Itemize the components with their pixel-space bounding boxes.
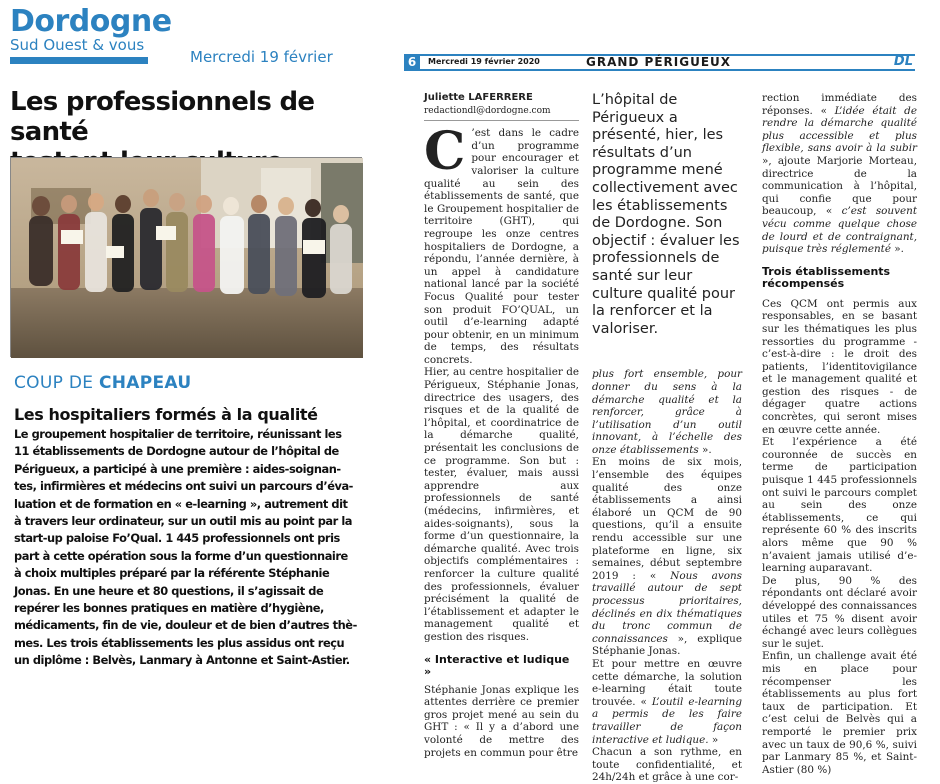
summary-text — [14, 426, 364, 670]
summary-line: à choix multiples préparé par la référente Stéphanie — [14, 566, 330, 581]
author-email: redactiondl@dordogne.com — [424, 105, 579, 122]
author-byline: Juliette LAFERRERE — [424, 92, 533, 103]
section-kicker — [14, 373, 191, 393]
drop-cap: C — [424, 121, 466, 183]
summary-line: repérer les bonnes pratiques en matière d’hygiène, — [14, 601, 324, 616]
article-column-1 — [424, 92, 579, 759]
quote-italic: plus fort ensemble, pour donner du sens à la démarche qualité et la renforcer, grâce à l’utilisation d’un outil innovant, à l’échelle des onze établissements — [592, 368, 742, 456]
article-paragraph — [592, 456, 742, 658]
logo-subtitle: Sud Ouest & vous — [10, 36, 145, 54]
article-paragraph — [762, 92, 917, 256]
article-paragraph: Stéphanie Jonas explique les attentes derrière ce premier gros projet mené au sein du GHT : « Il y a d’abord une volonté de mettre des projets en commun pour être — [424, 683, 579, 759]
paragraph-text: », explique Stéphanie Jonas. — [592, 632, 742, 658]
article-paragraph: Enfin, un challenge avait été mis en place pour récompenser les établissements au plus fort taux de participation. Et c’est celui de Belvès qui a remporté le premier prix avec un taux de 90,6 %, suivi par Lanmary 85 %, et Saint-Astier (80 %) — [762, 650, 917, 776]
article-paragraph — [592, 368, 742, 456]
page-header — [404, 54, 915, 71]
paragraph-text: ». — [890, 243, 904, 256]
summary-heading: Les hospitaliers formés à la qualité — [14, 405, 318, 424]
kicker-emphasis: CHAPEAU — [98, 373, 192, 393]
summary-line: 11 établissements de Dordogne autour de l’hôpital de — [14, 444, 339, 459]
article-paragraph: Ces QCM ont permis aux responsables, en se basant sur les thématiques les plus ressorties du programme - c’est-à-dire : le droit des patients, l’identitovigilance et le management qualité et gestion des risques - de dégager quatre actions concrètes, qui seront mises en œuvre cette année. — [762, 297, 917, 436]
summary-line: à travers leur ordinateur, sur un outil mis au point par la — [14, 514, 353, 529]
summary-line: Jonas. En une heure et 80 questions, il s’agissait de — [14, 583, 324, 598]
article-paragraph: De plus, 90 % des répondants ont déclaré avoir développé des connaissances utiles et 75 % disent avoir échangé avec leurs collègues sur le sujet. — [762, 574, 917, 650]
summary-line: un diplôme : Belvès, Lanmary à Antonne et Saint-Astier. — [14, 653, 350, 668]
headline-line-1: Les professionnels de santé — [10, 87, 315, 147]
article-column-3 — [762, 92, 917, 776]
paragraph-text: En moins de six mois, l’ensemble des équipes qualité des onze établissements a ainsi élaboré un QCM de 90 questions, qu’il a ensuite rendu accessible sur une plateforme en ligne, six semaines, début septembre 2019 : « — [592, 456, 742, 582]
article-paragraph — [424, 121, 579, 366]
quote-italic: L’outil e-learning a permis de les faire travailler de façon interactive et ludique. — [592, 695, 742, 746]
summary-line: médicaments, fin de vie, douleur et de bien d’autres thè- — [14, 618, 357, 633]
paragraph-text: », ajoute Marjorie Morteau, directrice de la communication à l’hôpital, qui confie que pour beaucoup, « — [762, 154, 917, 218]
group-photo-image — [11, 158, 363, 358]
page-number: 6 — [404, 54, 420, 71]
summary-line: Le groupement hospitalier de territoire, réunissant les — [14, 427, 342, 441]
article-paragraph: Chacun a son rythme, en toute confidentialité, et 24h/24h et grâce à une cor- — [592, 746, 742, 784]
brand-mark: DL — [893, 54, 913, 69]
logo-underline — [10, 57, 148, 64]
quote-italic: L’idée était de rendre la démarche qualité plus accessible et plus flexible, sans avoir à la subir — [762, 104, 917, 155]
summary-line: mes. Les trois établissements les plus assidus ont reçu — [14, 635, 345, 650]
publication-date: Mercredi 19 février — [190, 48, 333, 66]
summary-line: tes, infirmières et médecins ont suivi un parcours d’éva- — [14, 479, 353, 494]
group-photo — [10, 157, 362, 357]
article-column-2-body — [592, 368, 742, 784]
interheading-1: « Interactive et ludique » — [424, 652, 570, 678]
kicker-prefix: COUP DE — [14, 373, 99, 393]
article-paragraph: Et l’expérience a été couronnée de succès en terme de participation puisque 1 445 professionnels ont suivi le parcours complet au sein des onze établissements, ce qui représente 60 % des inscrits alors même que 90 % n’avaient jamais utilisé d’e-learning auparavant. — [762, 436, 917, 575]
section-title: GRAND PÉRIGUEUX — [586, 55, 732, 69]
summary-line: start-up paloise Fo’Qual. 1 445 professionnels ont pris — [14, 531, 340, 546]
article-lede: L’hôpital de Périgueux a présenté, hier, les résultats d’un programme mené collectivement avec les établissements de Dordogne. Son objectif : évaluer les professionnels de santé sur leur culture qualité pour la renforcer et la valoriser. — [592, 92, 740, 337]
article-column-2 — [592, 92, 742, 784]
paragraph-text: rection immédiate des réponses. « — [762, 92, 917, 117]
quote-italic: c’est souvent vécu comme quelque chose de lourd et de contraignant, puisque très réglementé — [762, 205, 917, 256]
paragraph-text: ’est dans le cadre d’un programme pour encourager et valoriser la culture qualité au sein des établissements de santé, que le Groupement hospitalier de territoire (GHT), qui regroupe les onze centres hospitaliers de Dordogne, a répondu, l’année dernière, à un appel à candidature national lancé par la société Focus Qualité pour tester son produit FO’QUAL, un outil d’e-learning adapté pour obtenir, en un minimum de temps, des résultats concrets. — [424, 127, 579, 366]
article-paragraph: Hier, au centre hospitalier de Périgueux, Stéphanie Jonas, directrice des usagers, des risques et de la qualité de l’hôpital, et coordinatrice de la démarche qualité, présentait les conclusions de ce programme. Son but : tester, évaluer, mais aussi apprendre aux professionnels de santé (médecins, infirmières, et aides-soignants), sous la forme d’un questionnaire, la démarche qualité. Avec trois objectifs complémentaires : renforcer la culture qualité des professionnels, évaluer précisément la qualité de l’établissement et adapter le management qualité et gestion des risques. — [424, 366, 579, 643]
newspaper-logo — [10, 4, 172, 66]
paragraph-text: » — [708, 733, 719, 746]
summary-line: part à cette opération sous la forme d’un questionnaire — [14, 548, 348, 563]
quote-italic: Nous avons travaillé autour de sept processus prioritaires, déclinés en dix thématiques du tronc commun de connaissances — [592, 569, 742, 645]
paragraph-text: ». — [698, 443, 712, 456]
interheading-2: Trois établissements récompensés — [762, 264, 891, 290]
article-paragraph — [592, 658, 742, 746]
summary-line: Périgueux, a participé à une première : aides-soignan- — [14, 461, 341, 476]
summary-line: luation et de formation en « e-learning », autrement dit — [14, 496, 348, 511]
logo-title: Dordogne — [10, 4, 172, 39]
paragraph-text: Et pour mettre en œuvre cette démarche, la solution e-learning était toute trouvée. « — [592, 657, 742, 708]
page-date: Mercredi 19 février 2020 — [428, 57, 540, 66]
